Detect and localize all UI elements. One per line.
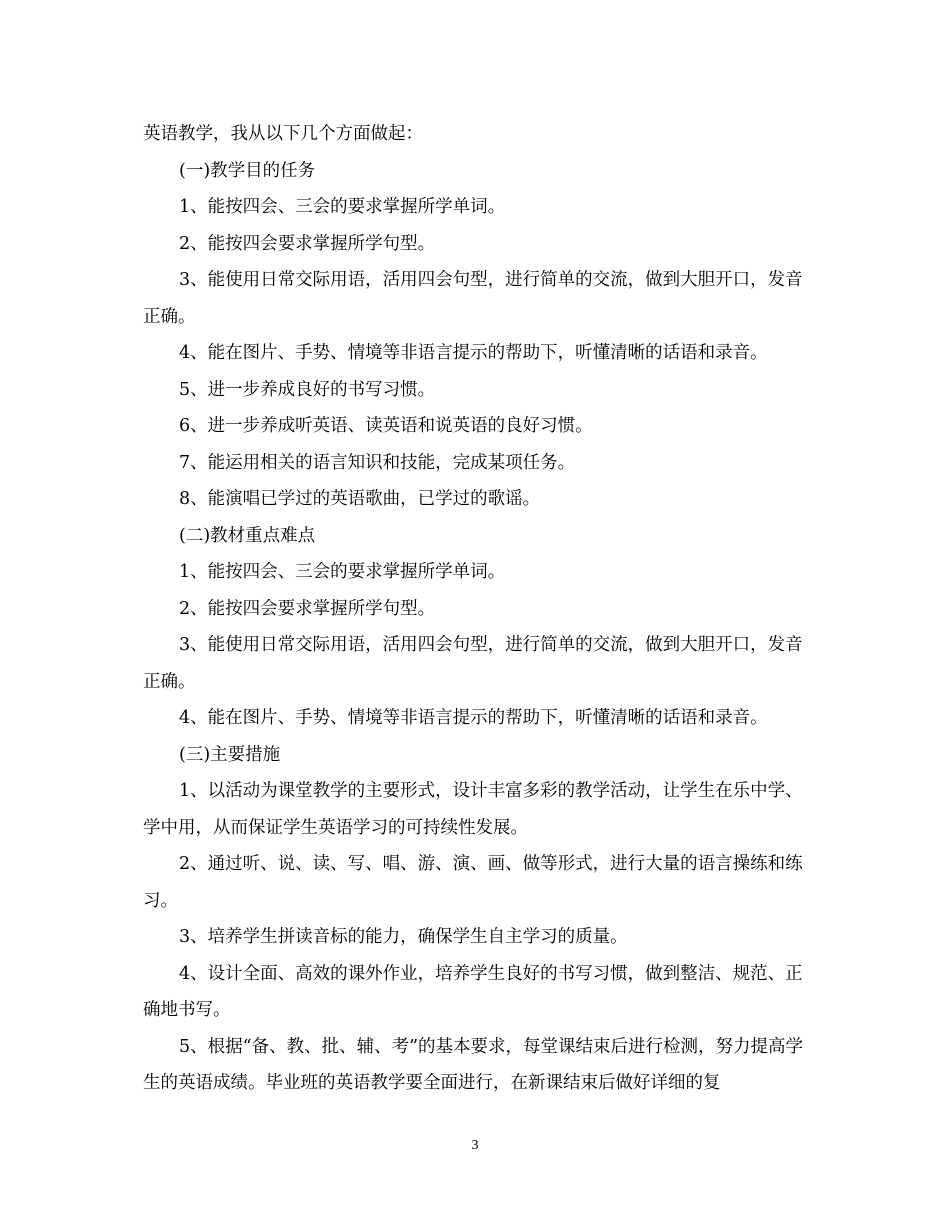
- paragraph-objective-8: 8、能演唱已学过的英语歌曲，已学过的歌谣。: [179, 489, 541, 509]
- paragraph-objective-1: 1、能按四会、三会的要求掌握所学单词。: [179, 197, 506, 217]
- paragraph-objective-4: 4、能在图片、手势、情境等非语言提示的帮助下，听懂清晰的话语和录音。: [179, 343, 768, 363]
- paragraph-objective-2: 2、能按四会要求掌握所学句型。: [179, 233, 436, 254]
- paragraph-key-point-4: 4、能在图片、手势、情境等非语言提示的帮助下，听懂清晰的话语和录音。: [179, 708, 768, 728]
- page-number: 3: [471, 1138, 479, 1153]
- paragraph-objective-5: 5、进一步养成良好的书写习惯。: [179, 379, 436, 400]
- paragraph-objective-3: 3、能使用日常交际用语，活用四会句型，进行简单的交流，做到大胆开口，发音正确。: [143, 270, 803, 327]
- paragraph-objective-6: 6、进一步养成听英语、读英语和说英语的良好习惯。: [179, 416, 593, 436]
- paragraph-measure-3: 3、培养学生拼读音标的能力，确保学生自主学习的质量。: [179, 927, 628, 947]
- section-heading-objectives: (一)教学目的任务: [179, 160, 316, 181]
- section-heading-measures: (三)主要措施: [179, 744, 281, 765]
- paragraph-intro: 英语教学，我从以下几个方面做起：: [143, 124, 423, 144]
- paragraph-key-point-2: 2、能按四会要求掌握所学句型。: [179, 598, 436, 619]
- paragraph-measure-5: 5、根据“备、教、批、辅、考”的基本要求，每堂课结束后进行检测，努力提高学生的英语成绩。毕业班的英语教学要全面进行，在新课结束后做好详细的复: [143, 1036, 804, 1093]
- paragraph-measure-2: 2、通过听、说、读、写、唱、游、演、画、做等形式，进行大量的语言操练和练习。: [143, 854, 803, 911]
- paragraph-key-point-3: 3、能使用日常交际用语，活用四会句型，进行简单的交流，做到大胆开口，发音正确。: [143, 635, 803, 692]
- document-body: [143, 116, 807, 1102]
- paragraph-key-point-1: 1、能按四会、三会的要求掌握所学单词。: [179, 562, 506, 582]
- paragraph-measure-1: 1、以活动为课堂教学的主要形式，设计丰富多彩的教学活动，让学生在乐中学、学中用，从而保证学生英语学习的可持续性发展。: [143, 781, 803, 838]
- paragraph-objective-7: 7、能运用相关的语言知识和技能，完成某项任务。: [179, 452, 576, 473]
- paragraph-measure-4: 4、设计全面、高效的课外作业，培养学生良好的书写习惯，做到整洁、规范、正确地书写。: [143, 963, 803, 1020]
- section-heading-key-points: (二)教材重点难点: [179, 525, 316, 546]
